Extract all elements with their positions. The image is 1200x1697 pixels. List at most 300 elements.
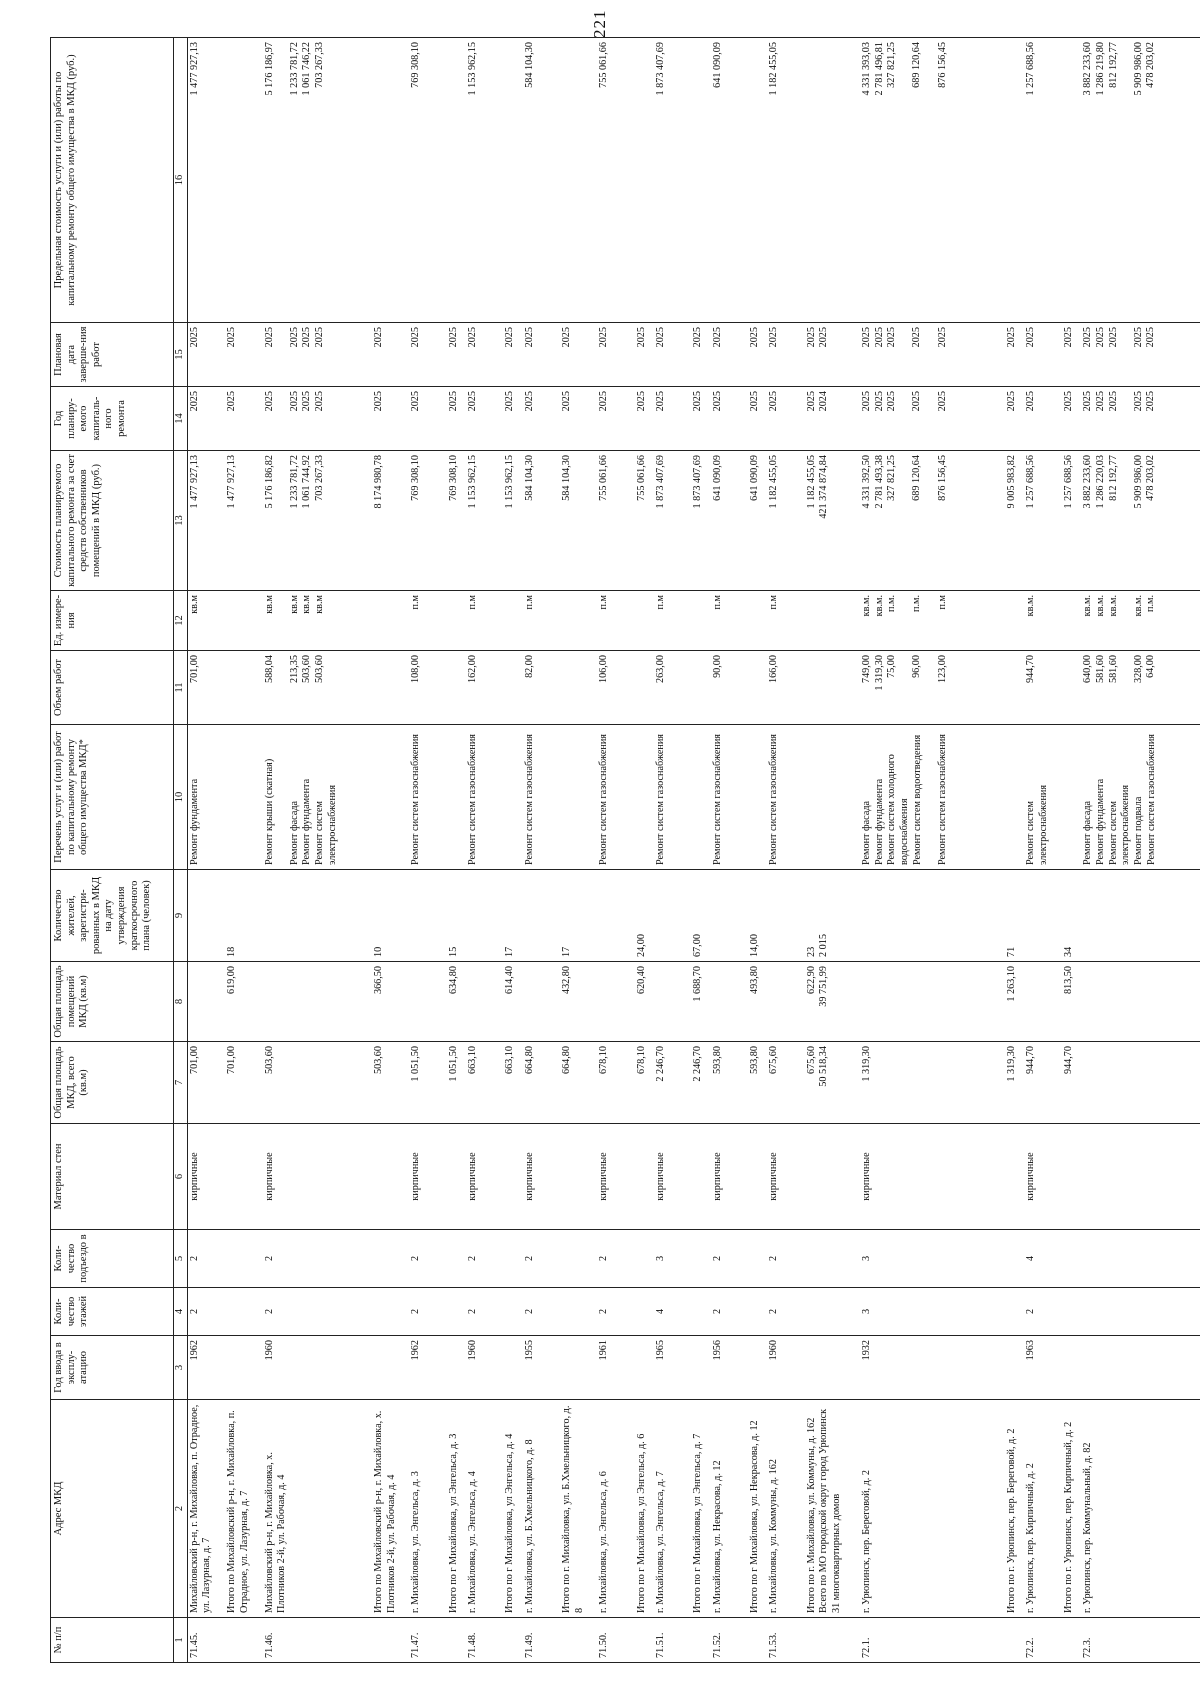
cell-works-line: Ремонт фасада [288, 800, 300, 865]
cell-works [409, 725, 446, 870]
cell-plan-year-line: 2025 [447, 391, 459, 412]
cell-limit-cost [654, 38, 691, 323]
table-row [654, 38, 691, 1663]
cell-plan-year [1024, 387, 1061, 451]
table-row [187, 38, 225, 1663]
cell-cost-line: 641 090,09 [711, 455, 723, 501]
cell-entrances [1005, 1230, 1024, 1288]
cell-number [263, 1618, 372, 1663]
cell-limit-cost-line: 1 061 746,22 [301, 42, 313, 96]
cell-residents [1005, 870, 1024, 962]
cell-plan-year-line: 2025 [1107, 391, 1119, 412]
cell-plan-year [748, 387, 767, 451]
cell-total-area-line: 664,80 [523, 1046, 535, 1075]
cell-address [372, 1400, 409, 1618]
cell-works-line: Ремонт систем газоснабжения [1145, 734, 1157, 865]
cell-entrances-line: 2 [768, 1255, 780, 1262]
cell-material [711, 1124, 748, 1230]
cell-premises-area-line: 366,50 [372, 966, 384, 995]
cell-end-year [225, 323, 262, 387]
cell-residents [263, 870, 372, 962]
cell-plan-year [523, 387, 560, 451]
cell-number [187, 1618, 225, 1663]
cell-number-line: 72.1. [860, 1637, 872, 1658]
column-number: 9 [174, 870, 188, 962]
cell-premises-area-line: 493,80 [748, 966, 760, 995]
cell-end-year [860, 323, 1005, 387]
cell-plan-year [1062, 387, 1081, 451]
cell-residents [767, 870, 804, 962]
cell-unit [635, 591, 654, 651]
cell-end-year-line: 2025 [447, 327, 459, 348]
cell-premises-area [711, 962, 748, 1042]
cell-plan-year [635, 387, 654, 451]
cell-works [597, 725, 634, 870]
cell-year-line: 1961 [598, 1340, 610, 1361]
header-cell: Перечень услуг и (или) работ по капитальному ремонту общего имущества МКД* [51, 725, 174, 870]
cell-address-line: г. Урюпинск, пер. Береговой, д. 2 [860, 1470, 872, 1613]
cell-unit-line: кв.м. [1107, 595, 1119, 617]
cell-total-area [748, 1042, 767, 1124]
cell-address-line: Итого по г. Урюпинск, пер. Кирпичный, д. 2 [1062, 1421, 1074, 1613]
cell-volume-line: 108,00 [410, 655, 422, 684]
cell-floors-line: 2 [598, 1308, 610, 1315]
cell-unit [1024, 591, 1061, 651]
cell-floors-line: 2 [1025, 1308, 1037, 1315]
cell-floors-line: 2 [466, 1308, 478, 1315]
cell-plan-year [654, 387, 691, 451]
cell-material [767, 1124, 804, 1230]
cell-premises-area [187, 962, 225, 1042]
cell-residents [466, 870, 503, 962]
cell-number [447, 1618, 466, 1663]
cell-material [466, 1124, 503, 1230]
cell-cost-line: 1 477 927,13 [188, 455, 200, 509]
cell-address-line: г. Михайловка, ул. Энгельса, д. 6 [598, 1471, 610, 1613]
cell-address-line: Итого по г Михайловка, ул Энгельса, д. 3 [447, 1433, 459, 1613]
cell-premises-area-line: 620,40 [635, 966, 647, 995]
cell-residents [597, 870, 634, 962]
cell-cost [466, 451, 503, 591]
cell-premises-area [805, 962, 860, 1042]
cell-limit-cost-line: 641 090,09 [711, 42, 723, 88]
cell-number-line: 71.49. [523, 1632, 535, 1658]
cell-entrances [503, 1230, 522, 1288]
cell-works [503, 725, 522, 870]
cell-plan-year-line: 2025 [768, 391, 780, 412]
cell-year [860, 1336, 1005, 1400]
cell-cost-line: 769 308,10 [447, 455, 459, 501]
cell-entrances [597, 1230, 634, 1288]
cell-entrances-line: 3 [860, 1255, 872, 1262]
cell-plan-year [597, 387, 634, 451]
cell-limit-cost [1081, 38, 1200, 323]
cell-cost [1024, 451, 1061, 591]
cell-end-year-line: 2025 [1025, 327, 1037, 348]
cell-entrances [805, 1230, 860, 1288]
cell-entrances [560, 1230, 597, 1288]
cell-end-year [503, 323, 522, 387]
cell-works [1081, 725, 1200, 870]
cell-unit [560, 591, 597, 651]
cell-works [372, 725, 409, 870]
cell-end-year-line: 2025 [410, 327, 422, 348]
cell-residents [805, 870, 860, 962]
cell-entrances [409, 1230, 446, 1288]
cell-number [654, 1618, 691, 1663]
cell-floors-line: 2 [768, 1308, 780, 1315]
cell-plan-year [503, 387, 522, 451]
cell-floors-line: 2 [410, 1308, 422, 1315]
cell-plan-year-line: 2025 [1094, 391, 1106, 412]
cell-limit-cost-line: 5 909 986,00 [1132, 42, 1144, 96]
cell-cost [409, 451, 446, 591]
cell-cost-line: 2 781 493,38 [873, 455, 885, 509]
cell-end-year-line: 2025 [692, 327, 704, 348]
cell-limit-cost-line: 769 308,10 [410, 42, 422, 88]
cell-unit [1005, 591, 1024, 651]
cell-year [767, 1336, 804, 1400]
cell-material [1062, 1124, 1081, 1230]
cell-limit-cost [805, 38, 860, 323]
cell-year [748, 1336, 767, 1400]
cell-entrances [748, 1230, 767, 1288]
cell-total-area-line: 2 246,70 [692, 1046, 704, 1082]
cell-limit-cost-line: 1 257 688,56 [1025, 42, 1037, 96]
cell-total-area [503, 1042, 522, 1124]
cell-cost-line: 1 257 688,56 [1062, 455, 1074, 509]
header-cell: Предельная стоимость услуги и (или) работы по капитальному ремонту общего имущества в МКД (руб.) [51, 38, 174, 323]
cell-residents [409, 870, 446, 962]
cell-entrances [654, 1230, 691, 1288]
cell-unit-line: кв.м. [860, 595, 872, 617]
cell-premises-area-line: 634,80 [447, 966, 459, 995]
cell-floors [805, 1288, 860, 1336]
cell-unit-line: п.м [523, 595, 535, 610]
cell-address-line: г. Михайловка, ул. Б.Хмельницкого, д. 8 [523, 1439, 535, 1613]
cell-residents-line: 17 [560, 946, 572, 957]
cell-works [225, 725, 262, 870]
column-number: 15 [174, 323, 188, 387]
cell-entrances [263, 1230, 372, 1288]
cell-total-area-line: 701,00 [188, 1046, 200, 1075]
cell-volume [1081, 651, 1200, 725]
cell-address-line: Михайловский р-н, г. Михайловка, х. Плотников 2-й, ул. Рабочая, д. 4 [263, 1452, 288, 1613]
cell-limit-cost-line: 327 821,25 [886, 42, 898, 88]
cell-material [409, 1124, 446, 1230]
cell-cost-line: 584 104,30 [523, 455, 535, 501]
column-number: 2 [174, 1400, 188, 1618]
cell-address [1024, 1400, 1061, 1618]
cell-material [372, 1124, 409, 1230]
cell-limit-cost [860, 38, 1005, 323]
cell-entrances [447, 1230, 466, 1288]
cell-end-year-line: 2025 [860, 327, 872, 348]
cell-entrances [372, 1230, 409, 1288]
cell-limit-cost [187, 38, 225, 323]
cell-year-line: 1960 [466, 1340, 478, 1361]
cell-entrances-line: 2 [711, 1255, 723, 1262]
cell-floors [767, 1288, 804, 1336]
cell-entrances [523, 1230, 560, 1288]
cell-limit-cost [409, 38, 446, 323]
cell-limit-cost [1062, 38, 1081, 323]
cell-end-year-line: 2025 [1006, 327, 1018, 348]
cell-premises-area [447, 962, 466, 1042]
cell-address [187, 1400, 225, 1618]
cell-works-line: Ремонт систем газоснабжения [936, 734, 948, 865]
cell-limit-cost [711, 38, 748, 323]
cell-premises-area-line: 619,00 [226, 966, 238, 995]
cell-address-line: Итого по г Михайловка, ул Энгельса, д. 4 [504, 1433, 516, 1613]
cell-premises-area [635, 962, 654, 1042]
cell-volume-line: 503,60 [314, 655, 326, 684]
table-row [597, 38, 634, 1663]
cell-cost [805, 451, 860, 591]
cell-volume-line: 90,00 [711, 655, 723, 678]
cell-entrances-line: 2 [410, 1255, 422, 1262]
cell-premises-area [523, 962, 560, 1042]
cell-address-line: Итого по г Михайловка, ул Энгельса, д. 7 [692, 1433, 704, 1613]
cell-number-line: 71.46. [263, 1632, 275, 1658]
cell-works-line: Ремонт фундамента [301, 778, 313, 865]
cell-number [225, 1618, 262, 1663]
cell-plan-year [187, 387, 225, 451]
cell-total-area-line: 675,60 [805, 1046, 817, 1075]
cell-material [447, 1124, 466, 1230]
cell-residents [503, 870, 522, 962]
cell-material-line: кирпичные [466, 1152, 478, 1201]
cell-address-line: Итого по г. Михайловка, ул. Б.Хмельницкого, д. 8 [560, 1405, 585, 1613]
cell-cost [860, 451, 1005, 591]
cell-plan-year-line: 2025 [1062, 391, 1074, 412]
cell-end-year-line: 2025 [1145, 327, 1157, 348]
column-number: 8 [174, 962, 188, 1042]
cell-plan-year-line: 2025 [635, 391, 647, 412]
cell-year [597, 1336, 634, 1400]
cell-plan-year-line: 2025 [598, 391, 610, 412]
cell-entrances [1062, 1230, 1081, 1288]
cell-volume [748, 651, 767, 725]
cell-works [466, 725, 503, 870]
cell-volume [691, 651, 710, 725]
cell-limit-cost-line: 1 153 962,15 [466, 42, 478, 96]
cell-plan-year [1005, 387, 1024, 451]
cell-total-area [805, 1042, 860, 1124]
cell-plan-year [1081, 387, 1200, 451]
cell-total-area [560, 1042, 597, 1124]
header-cell: Коли-чество подъездо в [51, 1230, 174, 1288]
column-number: 1 [174, 1618, 188, 1663]
cell-residents [560, 870, 597, 962]
cell-cost-line: 8 174 980,78 [372, 455, 384, 509]
cell-year [711, 1336, 748, 1400]
cell-plan-year [447, 387, 466, 451]
cell-limit-cost-line: 876 156,45 [936, 42, 948, 88]
cell-limit-cost-line: 1 233 781,72 [288, 42, 300, 96]
cell-unit-line: п.м [654, 595, 666, 610]
cell-material-line: кирпичные [860, 1152, 872, 1201]
cell-cost-line: 1 477 927,13 [226, 455, 238, 509]
cell-works [1005, 725, 1024, 870]
table-row [1081, 38, 1200, 1663]
cell-end-year [805, 323, 860, 387]
cell-volume-line: 588,04 [263, 655, 275, 684]
cell-cost [225, 451, 262, 591]
cell-unit [767, 591, 804, 651]
cell-address [691, 1400, 710, 1618]
cell-cost-line: 3 882 233,60 [1082, 455, 1094, 509]
cell-cost-line: 755 061,66 [635, 455, 647, 501]
table-row-total [447, 38, 466, 1663]
cell-volume-line: 123,00 [936, 655, 948, 684]
table-row-total [748, 38, 767, 1663]
table-row-total [691, 38, 710, 1663]
cell-floors [523, 1288, 560, 1336]
cell-premises-area-line: 622,90 [805, 966, 817, 995]
cell-cost [691, 451, 710, 591]
table-row [711, 38, 748, 1663]
cell-limit-cost-line: 1 286 219,80 [1094, 42, 1106, 96]
cell-address [860, 1400, 1005, 1618]
cell-address [654, 1400, 691, 1618]
cell-address-line: Итого по г Михайловка, ул Энгельса, д. 6 [635, 1433, 647, 1613]
cell-address [711, 1400, 748, 1618]
cell-total-area [263, 1042, 372, 1124]
cell-floors [691, 1288, 710, 1336]
cell-material-line: кирпичные [768, 1152, 780, 1201]
cell-plan-year-line: 2025 [372, 391, 384, 412]
cell-end-year-line: 2025 [314, 327, 326, 348]
column-number: 13 [174, 451, 188, 591]
cell-cost-line: 1 153 962,15 [466, 455, 478, 509]
cell-end-year [635, 323, 654, 387]
cell-residents-line: 24,00 [635, 934, 647, 957]
cell-address [225, 1400, 262, 1618]
cell-unit [263, 591, 372, 651]
cell-unit [711, 591, 748, 651]
cell-works-line: Ремонт крыши (скатная) [263, 758, 275, 865]
cell-year [372, 1336, 409, 1400]
cell-end-year [466, 323, 503, 387]
cell-number-line: 71.45. [188, 1632, 200, 1658]
cell-total-area-line: 944,70 [1025, 1046, 1037, 1075]
cell-number [466, 1618, 503, 1663]
cell-end-year [1005, 323, 1024, 387]
cell-premises-area-line: 813,50 [1062, 966, 1074, 995]
cell-address [466, 1400, 503, 1618]
cell-plan-year [805, 387, 860, 451]
cell-year [1005, 1336, 1024, 1400]
cell-works-line: Ремонт систем холодного водоснабжения [886, 754, 910, 865]
cell-year [187, 1336, 225, 1400]
cell-plan-year-line: 2025 [410, 391, 422, 412]
capital-repair-table [50, 37, 1200, 1663]
cell-floors [860, 1288, 1005, 1336]
cell-year-line: 1963 [1025, 1340, 1037, 1361]
cell-end-year-line: 2025 [1107, 327, 1119, 348]
cell-end-year-line: 2025 [263, 327, 275, 348]
cell-year [225, 1336, 262, 1400]
cell-cost-line: 584 104,30 [560, 455, 572, 501]
cell-number [711, 1618, 748, 1663]
cell-residents-line: 15 [447, 946, 459, 957]
cell-cost [372, 451, 409, 591]
cell-material-line: кирпичные [711, 1152, 723, 1201]
cell-limit-cost [503, 38, 522, 323]
cell-end-year-line: 2025 [911, 327, 923, 348]
cell-year [635, 1336, 654, 1400]
cell-works-line: Ремонт систем газоснабжения [466, 734, 478, 865]
cell-end-year-line: 2025 [504, 327, 516, 348]
cell-volume [263, 651, 372, 725]
cell-volume [635, 651, 654, 725]
cell-total-area-line: 701,00 [226, 1046, 238, 1075]
cell-premises-area [860, 962, 1005, 1042]
cell-works [654, 725, 691, 870]
cell-end-year [767, 323, 804, 387]
cell-floors [1081, 1288, 1200, 1336]
cell-cost-line: 9 005 983,82 [1006, 455, 1018, 509]
cell-unit-line: п.м [936, 595, 948, 610]
cell-residents-line: 34 [1062, 946, 1074, 957]
cell-premises-area [409, 962, 446, 1042]
cell-unit-line: кв.м. [1132, 595, 1144, 617]
cell-end-year [711, 323, 748, 387]
cell-year [523, 1336, 560, 1400]
cell-end-year [523, 323, 560, 387]
cell-limit-cost [635, 38, 654, 323]
cell-volume [466, 651, 503, 725]
cell-number [1081, 1618, 1200, 1663]
cell-plan-year [466, 387, 503, 451]
cell-address [409, 1400, 446, 1618]
cell-works-line: Ремонт систем газоснабжения [598, 734, 610, 865]
cell-year [1081, 1336, 1200, 1400]
cell-entrances-line: 2 [263, 1255, 275, 1262]
cell-residents [1062, 870, 1081, 962]
cell-material [263, 1124, 372, 1230]
cell-address-line: г. Урюпинск, пер. Кирпичный, д. 2 [1025, 1463, 1037, 1613]
cell-plan-year-line: 2025 [860, 391, 872, 412]
cell-limit-cost [748, 38, 767, 323]
cell-floors [597, 1288, 634, 1336]
cell-number [372, 1618, 409, 1663]
cell-year [503, 1336, 522, 1400]
cell-floors [1062, 1288, 1081, 1336]
cell-floors [1024, 1288, 1061, 1336]
cell-year-line: 1955 [523, 1340, 535, 1361]
table-row-total [503, 38, 522, 1663]
cell-address [805, 1400, 860, 1618]
table-row-total [225, 38, 262, 1663]
table-row [523, 38, 560, 1663]
cell-unit-line: п.м [598, 595, 610, 610]
table-header-row [51, 38, 174, 1663]
cell-entrances-line: 2 [598, 1255, 610, 1262]
cell-limit-cost [597, 38, 634, 323]
cell-total-area-line: 1 319,30 [860, 1046, 872, 1082]
cell-volume-line: 640,00 [1082, 655, 1094, 684]
cell-unit-line: п.м. [1145, 595, 1157, 612]
cell-works [447, 725, 466, 870]
cell-total-area [1081, 1042, 1200, 1124]
cell-end-year-line: 2025 [560, 327, 572, 348]
column-number: 16 [174, 38, 188, 323]
cell-works-line: Ремонт систем электроснабжения [314, 784, 338, 865]
cell-material-line: кирпичные [263, 1152, 275, 1201]
cell-floors [409, 1288, 446, 1336]
